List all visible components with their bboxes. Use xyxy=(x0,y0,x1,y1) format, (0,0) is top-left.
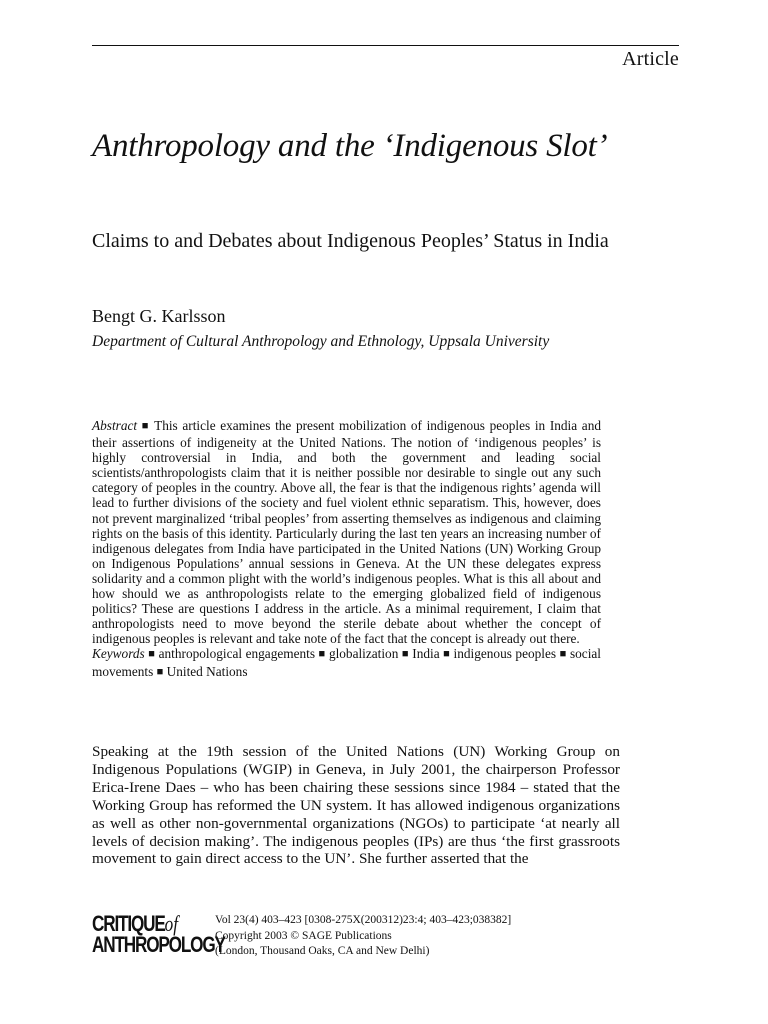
logo-text: CRITIQUE xyxy=(92,911,165,936)
author-affiliation: Department of Cultural Anthropology and Ethnology, Uppsala University xyxy=(92,333,550,350)
article-type-label: Article xyxy=(622,48,679,70)
square-bullet-icon: ■ xyxy=(559,648,567,661)
article-subtitle: Claims to and Debates about Indigenous Peoples’ Status in India xyxy=(92,230,609,252)
journal-logo xyxy=(92,911,225,957)
square-bullet-icon: ■ xyxy=(318,648,326,661)
square-bullet-icon: ■ xyxy=(443,648,450,661)
keyword: United Nations xyxy=(166,663,248,679)
author-name: Bengt G. Karlsson xyxy=(92,306,226,326)
keyword: social movements xyxy=(92,646,601,679)
keywords-label: Keywords xyxy=(92,646,145,662)
header-rule xyxy=(92,45,679,46)
keyword: India xyxy=(412,646,440,662)
square-bullet-icon: ■ xyxy=(141,420,150,432)
copyright-line: Copyright 2003 © SAGE Publications xyxy=(215,929,392,942)
square-bullet-icon: ■ xyxy=(148,648,156,661)
publication-info xyxy=(215,913,511,960)
keyword: indigenous peoples xyxy=(453,646,557,662)
locations-line: (London, Thousand Oaks, CA and New Delhi) xyxy=(215,945,430,957)
citation-line: Vol 23(4) 403–423 [0308-275X(200312)23:4; 403–423;038382] xyxy=(215,914,512,926)
abstract xyxy=(92,418,601,681)
article-title: Anthropology and the ‘Indigenous Slot’ xyxy=(92,128,608,164)
body-paragraph: Speaking at the 19th session of the United Nations (UN) Working Group on Indigenous Populations (WGIP) in Geneva, in July 2001, the chairperson Professor Erica-Irene Daes – who has been chairing these sessions since 1984 – stated that the Working Group has reformed the UN system. It has allowed indigenous organizations as well as other non-governmental organizations (NGOs) to participate ‘at nearly all levels of decision making’. The indigenous peoples (IPs) are thus ‘the first grassroots movement to gain direct access to the UN’. She further asserted that the xyxy=(92,743,620,868)
logo-text: ANTHROPOLOGY xyxy=(92,932,225,957)
keyword: globalization xyxy=(328,646,399,662)
abstract-text: This article examines the present mobilization of indigenous peoples in India and their assertions of indigeneity at the United Nations. The notion of ‘indigenous peoples’ is highly controversial in India, and both the government and leading social scientists/anthropologists claim that it is neither possible nor desirable to single out any such category of peoples in the country. Above all, the fear is that the indigenous rights’ agenda will lead to further divisions of the society and fuel violent ethnic separatism. This, however, does not prevent marginalized ‘tribal peoples’ from asserting themselves as indigenous and claiming rights on the basis of this identity. Particularly during the last ten years an increasing number of indigenous delegates from India have participated in the United Nations (UN) Working Group on Indigenous Populations’ annual sessions in Geneva. At the UN these delegates express solidarity and a common plight with the world’s indigenous peoples. What is this all about and how should we as anthropologists relate to the emerging globalized field of indigenous politics? These are questions I address in the article. As a minimal requirement, I claim that anthropologists need to move beyond the sterile debate about whether the concept of indigenous peoples is relevant and take note of the fact that the concept is already out there. xyxy=(92,418,601,647)
keyword: anthropological engagements xyxy=(158,646,316,662)
abstract-label: Abstract xyxy=(92,418,138,433)
logo-text: of xyxy=(164,911,178,936)
square-bullet-icon: ■ xyxy=(156,665,164,678)
square-bullet-icon: ■ xyxy=(401,648,409,661)
